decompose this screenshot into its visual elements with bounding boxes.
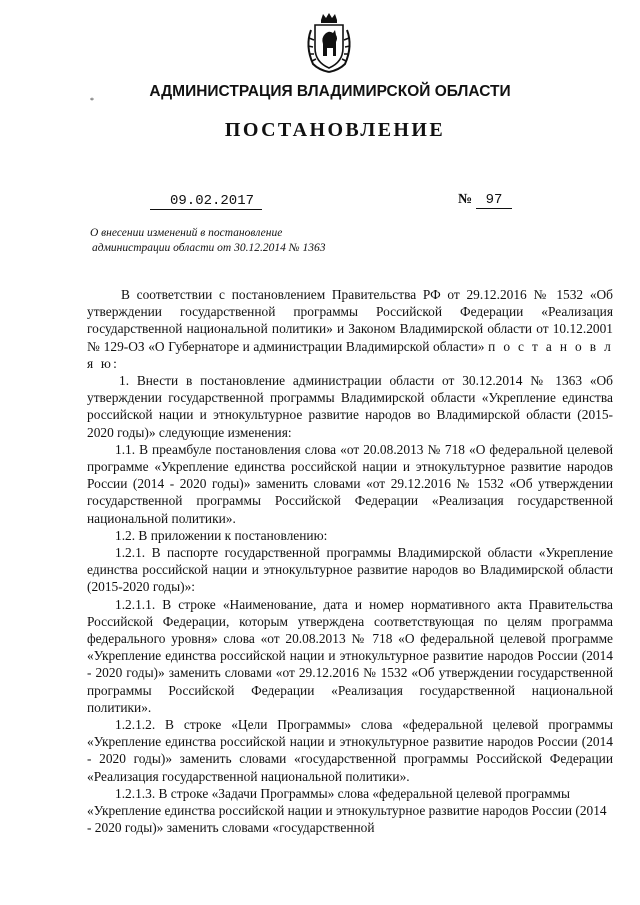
intro-text: В соответствии с постановлением Правительства РФ от 29.12.2016 № 1532 «Об утверждении государственной программы Российской Федерации «Реализация государственной национальной политики» и Законом Владимирской области от 10.12.2001 № 129-ОЗ «О Губернаторе и администрации Владимирской области»: [87, 287, 613, 354]
agency-title: АДМИНИСТРАЦИЯ ВЛАДИМИРСКОЙ ОБЛАСТИ: [149, 83, 511, 100]
number-label: №: [458, 192, 473, 207]
margin-mark: *: [90, 96, 94, 105]
paragraph-1-2-1-1: 1.2.1.1. В строке «Наименование, дата и номер нормативного акта Правительства Российской Федерации, которым утверждена соответствующая по целям программа федерального уровня» слова «от 20.08.2013 № 718 «О федеральной целевой программе «Укрепление единства российской нации и этнокультурное развитие народов России (2014 - 2020 годы)» заменить словами «от 29.12.2016 № 1532 «Об утверждении государственной программы Российской Федерации «Реализация государственной национальной политики».: [87, 596, 613, 715]
document-date: 09.02.2017: [150, 193, 262, 210]
subject-line: администрации области от 30.12.2014 № 1363: [92, 242, 326, 254]
paragraph-1-2-1: 1.2.1. В паспорте государственной программы Владимирской области «Укрепление единства российской нации и этнокультурное развитие народов во Владимирской области (2015-2020 годы)»:: [87, 545, 613, 595]
subject-line: О внесении изменений в постановление: [90, 227, 283, 239]
paragraph-1-2-1-3: 1.2.1.3. В строке «Задачи Программы» слова «федеральной целевой программы «Укрепление единства российской нации и этнокультурное развитие народов России (2014 - 2020 годы)» заменить словами «государственной: [87, 785, 607, 836]
resolve-word: п о с т а н о в л я ю:: [87, 338, 614, 371]
document-type-title: ПОСТАНОВЛЕНИЕ: [224, 119, 446, 141]
paragraph-1: 1. Внести в постановление администрации области от 30.12.2014 № 1363 «Об утверждении государственной программы Владимирской области «Укрепление единства российской нации и этнокультурное развитие народов во Владимирской области (2015-2020 годы)» следующие изменения:: [87, 373, 613, 440]
paragraph-1-2: 1.2. В приложении к постановлению:: [115, 527, 328, 543]
document-body: [87, 286, 613, 837]
paragraph-intro: [87, 286, 613, 372]
coat-of-arms-icon: [301, 12, 357, 74]
paragraph-1-2-1-2: 1.2.1.2. В строке «Цели Программы» слова «федеральной целевой программы «Укрепление единства российской нации и этнокультурное развитие народов России (2014 - 2020 годы)» заменить словами «государственной программы Российской Федерации «Реализация государственной национальной политики».: [87, 717, 613, 784]
document-subject: [90, 226, 325, 256]
document-number: 97: [476, 192, 512, 209]
paragraph-1-1: 1.1. В преамбуле постановления слова «от 20.08.2013 № 718 «О федеральной целевой программе «Укрепление единства российской нации и этнокультурное развитие народов России (2014 - 2020 годы)» заменить словами «от 29.12.2016 № 1532 «Об утверждении государственной программы Российской Федерации «Реализация государственной национальной политики».: [87, 441, 613, 526]
